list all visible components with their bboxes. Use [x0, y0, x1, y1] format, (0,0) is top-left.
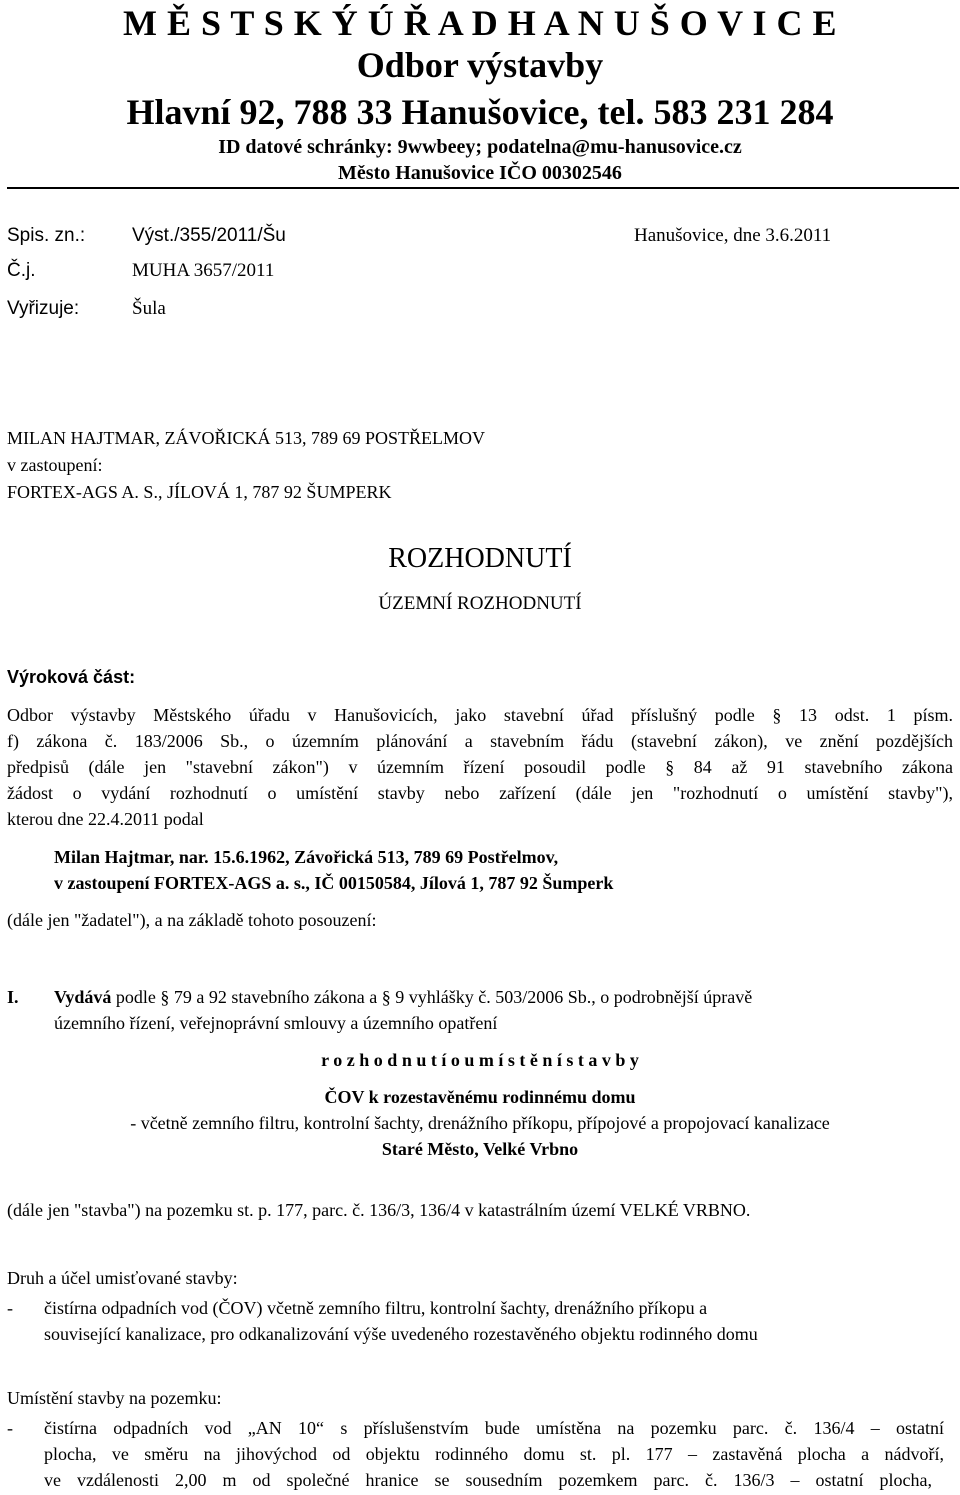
umisteni-dash: - — [7, 1418, 13, 1438]
item-text-1: podle § 79 a 92 stavebního zákona a § 9 vyhlášky č. 503/2006 Sb., o podrobnější úpravě — [111, 987, 753, 1007]
ico-line: Město Hanušovice IČO 00302546 — [338, 162, 622, 184]
umisteni-heading: Umístění stavby na pozemku: — [7, 1388, 222, 1408]
umisteni-line-2: plocha, ve směru na jihovýchod od objektu rodinného domu st. pl. 177 – zastavěná plocha a nádvoří, — [44, 1444, 944, 1464]
applicant-line-2: v zastoupení FORTEX-AGS a. s., IČ 00150584, Jílová 1, 787 92 Šumperk — [54, 873, 614, 893]
para1-line-2: f) zákona č. 183/2006 Sb., o územním plánování a stavebním řádu (stavební zákon), ve znění pozdějších — [7, 731, 953, 751]
section-label: Výroková část: — [7, 667, 136, 687]
druh-line-2: související kanalizace, pro odkanalizování výše uvedeného rozestavěného objektu rodinného domu — [44, 1324, 758, 1344]
para1-line-3: předpisů (dále jen "stavební zákon") v územním řízení posoudil podle § 84 až 91 stavebního zákona — [7, 757, 953, 777]
applicant-line-1: Milan Hajtmar, nar. 15.6.1962, Závořická 513, 789 69 Postřelmov, — [54, 847, 559, 867]
header-divider — [7, 187, 959, 189]
item-bold-word: Vydává — [54, 987, 112, 1007]
department-name: Odbor výstavby — [356, 45, 604, 85]
recipient-line-1: MILAN HAJTMAR, ZÁVOŘICKÁ 513, 789 69 POSTŘELMOV — [7, 428, 486, 448]
cj-value: MUHA 3657/2011 — [132, 260, 275, 281]
place-date: Hanušovice, dne 3.6.2011 — [634, 225, 832, 246]
project-name: ČOV k rozestavěnému rodinnému domu — [324, 1087, 636, 1107]
recipient-line-3: FORTEX-AGS A. S., JÍLOVÁ 1, 787 92 ŠUMPERK — [7, 482, 392, 502]
decision-heading: r o z h o d n u t í o u m í s t ě n í s t a v b y — [321, 1050, 639, 1070]
item-line-1 — [54, 987, 752, 1008]
umisteni-line-1: čistírna odpadních vod „AN 10“ s příslušenstvím bude umístěna na pozemku parc. č. 136/4 – ostatní — [44, 1418, 944, 1438]
stavba-note: (dále jen "stavba") na pozemku st. p. 177, parc. č. 136/3, 136/4 v katastrálním území VELKÉ VRBNO. — [7, 1200, 751, 1220]
office-address: Hlavní 92, 788 33 Hanušovice, tel. 583 231 284 — [126, 92, 834, 132]
druh-heading: Druh a účel umisťované stavby: — [7, 1268, 238, 1288]
spis-value: Výst./355/2011/Šu — [132, 225, 286, 246]
recipient-line-2: v zastoupení: — [7, 455, 103, 475]
item-line-2: územního řízení, veřejnoprávní smlouvy a územního opatření — [54, 1013, 498, 1033]
vyrizuje-label: Vyřizuje: — [7, 298, 80, 319]
cj-label: Č.j. — [7, 260, 36, 281]
para1-line-4: žádost o vydání rozhodnutí o umístění stavby nebo zařízení (dále jen "rozhodnutí o umístění stavby"), — [7, 783, 953, 803]
office-name: M Ě S T S K Ý Ú Ř A D H A N U Š O V I C E — [122, 3, 838, 43]
umisteni-line-3: ve vzdálenosti 2,00 m od společné hranice se sousedním pozemkem parc. č. 136/3 – ostatní plocha, — [44, 1470, 932, 1490]
item-number: I. — [7, 987, 19, 1007]
applicant-note: (dále jen "žadatel"), a na základě tohoto posouzení: — [7, 910, 377, 930]
databox-line: ID datové schránky: 9wwbeey; podatelna@mu-hanusovice.cz — [218, 136, 742, 158]
document-title: ROZHODNUTÍ — [388, 543, 572, 574]
para1-line-5: kterou dne 22.4.2011 podal — [7, 809, 204, 829]
spis-label: Spis. zn.: — [7, 225, 86, 246]
vyrizuje-value: Šula — [132, 298, 166, 319]
druh-line-1: čistírna odpadních vod (ČOV) včetně zemního filtru, kontrolní šachty, drenážního příkopu a — [44, 1298, 708, 1318]
document-subtitle: ÚZEMNÍ ROZHODNUTÍ — [378, 593, 582, 614]
para1-line-1: Odbor výstavby Městského úřadu v Hanušovicích, jako stavební úřad příslušný podle § 13 odst. 1 písm. — [7, 705, 953, 725]
project-place: Staré Město, Velké Vrbno — [381, 1139, 579, 1159]
project-description: - včetně zemního filtru, kontrolní šachty, drenážního příkopu, přípojové a propojovací kanalizace — [130, 1113, 830, 1133]
druh-dash: - — [7, 1298, 13, 1318]
